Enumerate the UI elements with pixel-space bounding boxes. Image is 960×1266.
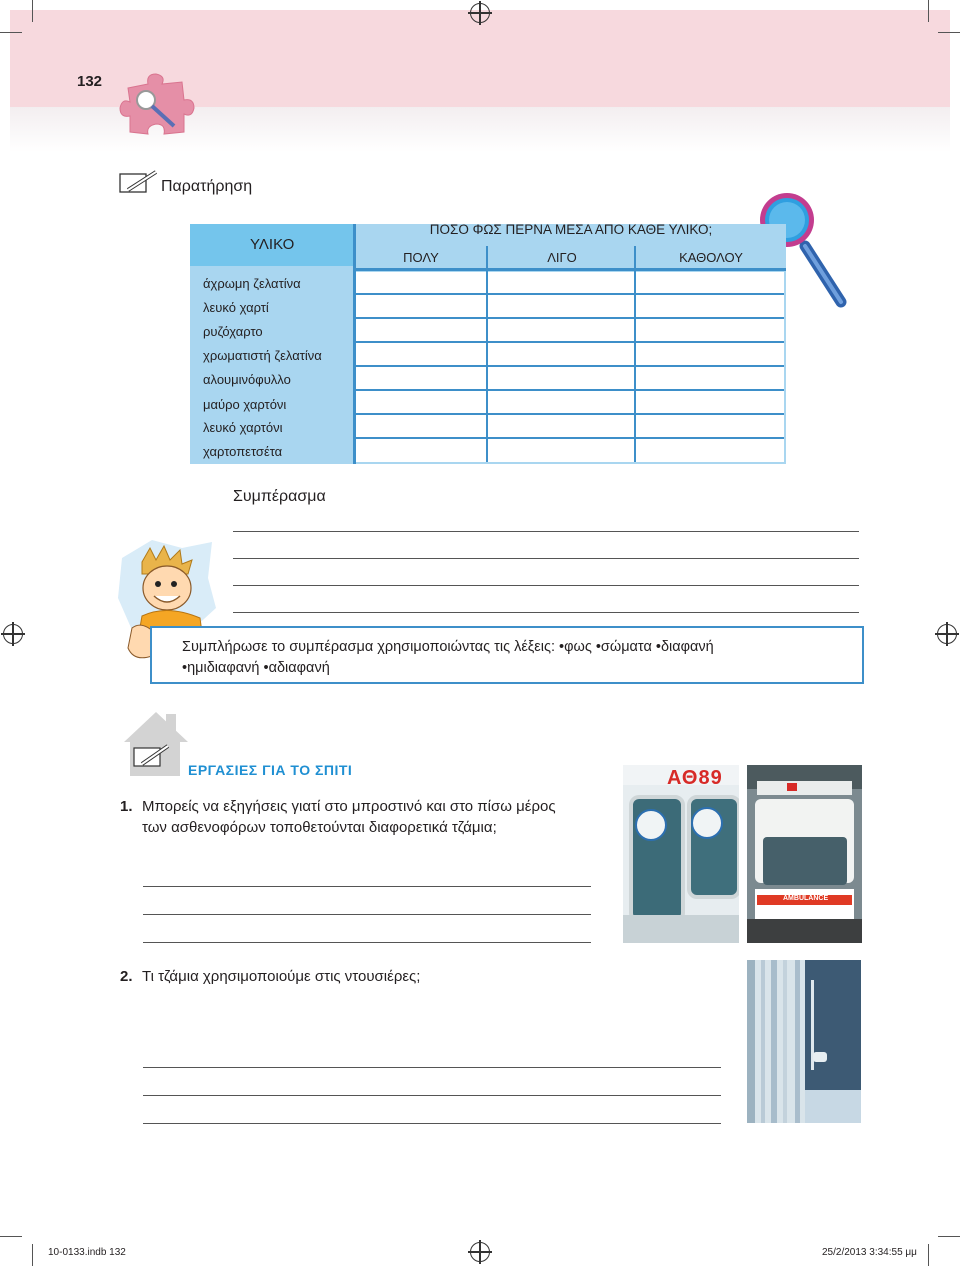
answer-line[interactable] (143, 914, 591, 915)
column-header-ligo: ΛΙΓΟ (547, 250, 577, 265)
material-row: χρωματιστή ζελατίνα (203, 348, 322, 363)
answer-line[interactable] (233, 612, 859, 613)
question-number: 1. (120, 798, 133, 815)
footer-file: 10-0133.indb 132 (48, 1247, 126, 1258)
puzzle-piece-icon (118, 72, 198, 140)
crop-mark (32, 0, 33, 22)
material-row: ρυζόχαρτο (203, 324, 263, 339)
column-header-poly: ΠΟΛΥ (403, 250, 439, 265)
registration-mark-icon (937, 624, 957, 644)
page-number: 132 (77, 73, 103, 90)
instruction-line: •ημιδιαφανή •αδιαφανή (182, 660, 330, 676)
pencil-note-icon (118, 168, 160, 196)
homework-title: ΕΡΓΑΣΙΕΣ ΓΙΑ ΤΟ ΣΠΙΤΙ (188, 762, 353, 778)
material-row: άχρωμη ζελατίνα (203, 276, 301, 291)
answer-line[interactable] (233, 585, 859, 586)
column-header-katholou: ΚΑΘΟΛΟΥ (679, 250, 743, 265)
crop-mark (928, 0, 929, 22)
header-divider (356, 268, 786, 271)
ambulance-front-photo (747, 765, 862, 943)
answer-line[interactable] (233, 558, 859, 559)
instruction-line: Συμπλήρωσε το συμπέρασμα χρησιμοποιώντας τις λέξεις: •φως •σώματα •διαφανή (182, 639, 714, 655)
conclusion-title: Συμπέρασμα (233, 488, 326, 505)
crop-mark (32, 1244, 33, 1266)
answer-line[interactable] (143, 942, 591, 943)
crop-mark (938, 1236, 960, 1237)
answer-line[interactable] (143, 1095, 721, 1096)
registration-mark-icon (3, 624, 23, 644)
ambulance-side-photo (623, 765, 739, 943)
answer-line[interactable] (143, 1123, 721, 1124)
crop-mark (938, 32, 960, 33)
instruction-text (182, 637, 852, 679)
answer-grid (356, 272, 784, 462)
observation-title: Παρατήρηση (161, 178, 253, 195)
question-line: Τι τζάμια χρησιμοποιούμε στις ντουσιέρες; (142, 968, 421, 985)
footer-timestamp: 25/2/2013 3:34:55 μμ (822, 1247, 917, 1258)
crop-mark (0, 1236, 22, 1237)
crop-mark (928, 1244, 929, 1266)
answer-line[interactable] (143, 886, 591, 887)
material-row: αλουμινόφυλλο (203, 372, 291, 387)
material-header: ΥΛΙΚΟ (250, 236, 295, 253)
material-row: μαύρο χαρτόνι (203, 397, 287, 412)
house-icon (120, 708, 188, 778)
material-row: χαρτοπετσέτα (203, 444, 283, 459)
ambulance-side-text: ΑΘ89 (667, 767, 723, 789)
question-header: ΠΟΣΟ ΦΩΣ ΠΕΡΝΑ ΜΕΣΑ ΑΠΟ ΚΑΘΕ ΥΛΙΚΟ; (429, 222, 713, 237)
material-row: λευκό χαρτόνι (203, 420, 283, 435)
answer-line[interactable] (143, 1067, 721, 1068)
crop-mark (0, 32, 22, 33)
question-line: Μπορείς να εξηγήσεις γιατί στο μπροστινό και στο πίσω μέρος (142, 798, 556, 815)
shower-enclosure-photo (747, 960, 861, 1123)
material-row: λευκό χαρτί (203, 300, 269, 315)
registration-mark-icon (470, 1242, 490, 1262)
question-number: 2. (120, 968, 133, 985)
answer-line[interactable] (233, 531, 859, 532)
registration-mark-icon (470, 3, 490, 23)
ambulance-front-text: AMBULANCE (783, 895, 829, 902)
question-line: των ασθενοφόρων τοποθετούνται διαφορετικά τζάμια; (142, 819, 497, 836)
